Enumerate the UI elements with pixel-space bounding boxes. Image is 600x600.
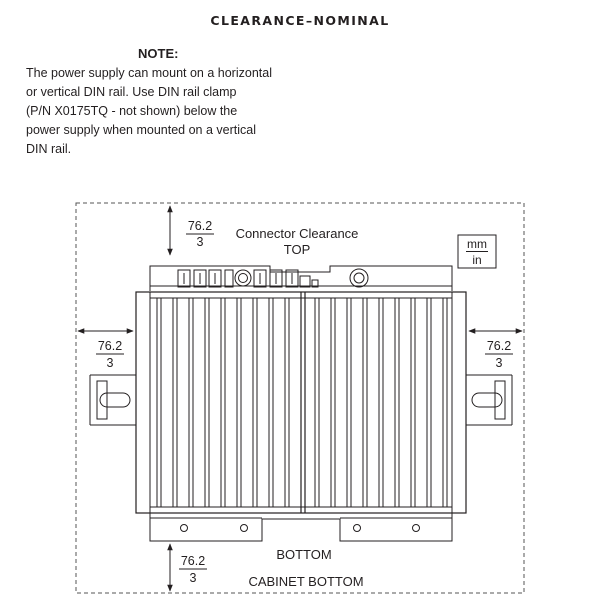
units-in: in <box>472 253 482 267</box>
note-line: The power supply can mount on a horizontal <box>26 66 272 80</box>
note-line: or vertical DIN rail. Use DIN rail clamp <box>26 85 237 99</box>
top-label: TOP <box>283 242 311 257</box>
right-dimension-mm: 76.2 <box>486 339 512 353</box>
connector-clearance-label: Connector Clearance <box>235 226 359 241</box>
top-dimension <box>170 206 214 255</box>
top-dimension-mm: 76.2 <box>187 219 213 233</box>
power-supply-body <box>136 292 466 513</box>
heatsink-fins <box>157 298 447 507</box>
units-box <box>458 235 496 268</box>
page-title: CLEARANCE–NOMINAL <box>210 13 390 28</box>
left-dimension <box>78 331 133 370</box>
mounting-hole-icon <box>181 525 188 532</box>
right-dimension <box>469 331 522 370</box>
mounting-hole-icon <box>241 525 248 532</box>
bottom-dimension-in: 3 <box>189 571 197 585</box>
clearance-boundary <box>76 203 524 593</box>
bottom-mounting-plate <box>150 513 452 541</box>
bottom-dimension <box>170 544 207 591</box>
din-rail-left-icon <box>90 375 136 425</box>
units-mm: mm <box>467 237 487 251</box>
cabinet-bottom-label: CABINET BOTTOM <box>248 574 364 589</box>
connector-circle-icon <box>350 269 368 287</box>
bottom-dimension-mm: 76.2 <box>180 554 206 568</box>
mounting-hole-icon <box>413 525 420 532</box>
din-rail-right-icon <box>466 375 512 425</box>
left-dimension-in: 3 <box>106 356 114 370</box>
terminal-block <box>225 270 233 287</box>
left-dimension-mm: 76.2 <box>97 339 123 353</box>
right-dimension-in: 3 <box>495 356 503 370</box>
top-dimension-in: 3 <box>196 235 204 249</box>
connector-circle-icon <box>235 270 251 286</box>
note-line: power supply when mounted on a vertical <box>26 123 256 137</box>
bottom-label: BOTTOM <box>276 547 332 562</box>
mounting-hole-icon <box>354 525 361 532</box>
note-line: DIN rail. <box>26 142 72 156</box>
note-line: (P/N X0175TQ - not shown) below the <box>26 104 238 118</box>
note-heading: NOTE: <box>138 46 179 61</box>
